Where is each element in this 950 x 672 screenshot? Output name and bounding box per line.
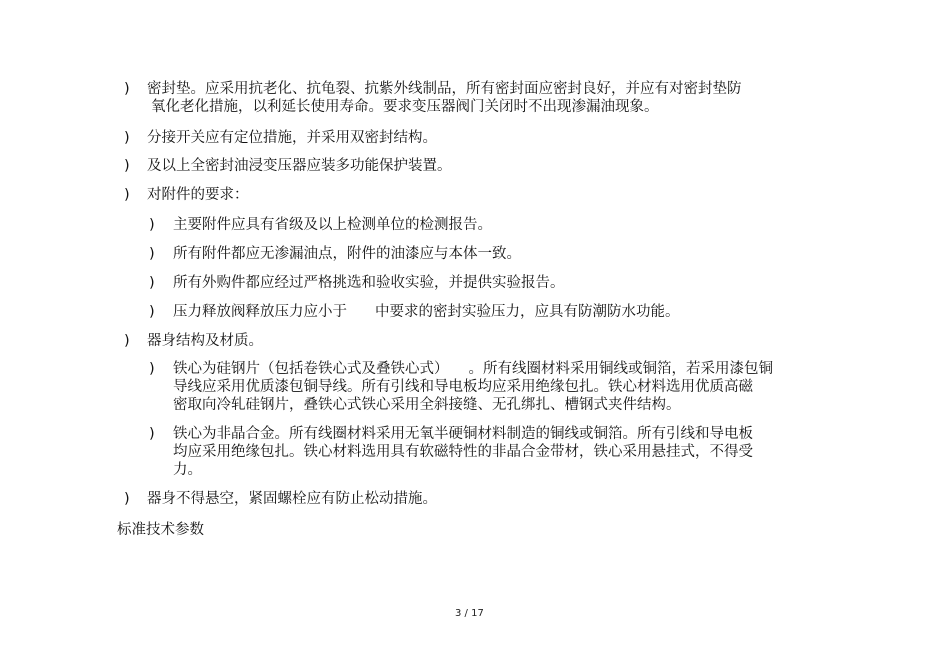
text-line: 所有附件都应无渗漏油点，附件的油漆应与本体一致。 xyxy=(173,246,521,262)
list-marker: ) xyxy=(149,304,155,320)
text-line: 均应采用绝缘包扎。铁心材料选用具有软磁特性的非晶合金带材，铁心采用悬挂式，不得受 xyxy=(173,444,753,460)
text-line: 导线应采用优质漆包铜导线。所有引线和导电板均应采用绝缘包扎。铁心材料选用优质高磁 xyxy=(173,379,753,395)
list-marker: ) xyxy=(124,187,130,203)
text-line: 密取向冷轧硅钢片，叠铁心式铁心采用全斜接缝、无孔绑扎、槽钢式夹件结构。 xyxy=(173,397,681,413)
list-item-text xyxy=(147,186,249,204)
list-marker: ) xyxy=(124,491,130,507)
list-marker: ) xyxy=(149,275,155,291)
list-item-text xyxy=(173,360,773,414)
text-line: 主要附件应具有省级及以上检测单位的检测报告。 xyxy=(173,217,492,233)
list-marker: ) xyxy=(149,217,155,233)
list-marker: ) xyxy=(124,130,130,146)
list-marker: ) xyxy=(149,361,155,377)
list-item-text xyxy=(173,245,521,263)
list-item-text xyxy=(173,216,492,234)
page-number: 3 / 17 xyxy=(455,608,484,619)
list-item-text xyxy=(147,490,437,508)
list-marker: ) xyxy=(149,426,155,442)
text-line: 器身不得悬空，紧固螺栓应有防止松动措施。 xyxy=(147,491,437,507)
list-item-text xyxy=(173,274,565,292)
text-line: 对附件的要求： xyxy=(147,187,249,203)
text-line: 分接开关应有定位措施，并采用双密封结构。 xyxy=(147,130,437,146)
list-item-text xyxy=(147,80,742,116)
text-line: 器身结构及材质。 xyxy=(147,333,263,349)
text-line-part: 中要求的密封实验压力，应具有防潮防水功能。 xyxy=(375,304,680,320)
text-line: 力。 xyxy=(173,462,202,478)
text-line-part: 压力释放阀释放压力应小于 xyxy=(173,304,347,320)
list-marker: ) xyxy=(124,333,130,349)
text-line: 密封垫。应采用抗老化、抗龟裂、抗紫外线制品，所有密封面应密封良好，并应有对密封垫防 xyxy=(147,81,742,97)
list-marker: ) xyxy=(124,81,130,97)
text-line: 氧化老化措施，以利延长使用寿命。要求变压器阀门关闭时不出现渗漏油现象。 xyxy=(151,99,659,115)
list-item-text xyxy=(147,129,437,147)
list-item-text xyxy=(173,425,753,479)
text-line: 铁心为非晶合金。所有线圈材料采用无氧半硬铜材料制造的铜线或铜箔。所有引线和导电板 xyxy=(173,426,753,442)
list-marker: ) xyxy=(149,246,155,262)
list-item-text xyxy=(147,332,263,350)
section-heading: 标准技术参数 xyxy=(117,522,204,538)
list-marker: ) xyxy=(124,158,130,174)
text-line: 及以上全密封油浸变压器应装多功能保护装置。 xyxy=(147,158,452,174)
list-item-text xyxy=(147,157,452,175)
text-line: 所有外购件都应经过严格挑选和验收实验，并提供实验报告。 xyxy=(173,275,565,291)
list-item-text xyxy=(173,303,680,321)
text-line-part: 。所有线圈材料采用铜线或铜箔，若采用漆包铜 xyxy=(468,361,773,377)
text-line-part: 铁心为硅钢片（包括卷铁心式及叠铁心式） xyxy=(173,361,449,377)
